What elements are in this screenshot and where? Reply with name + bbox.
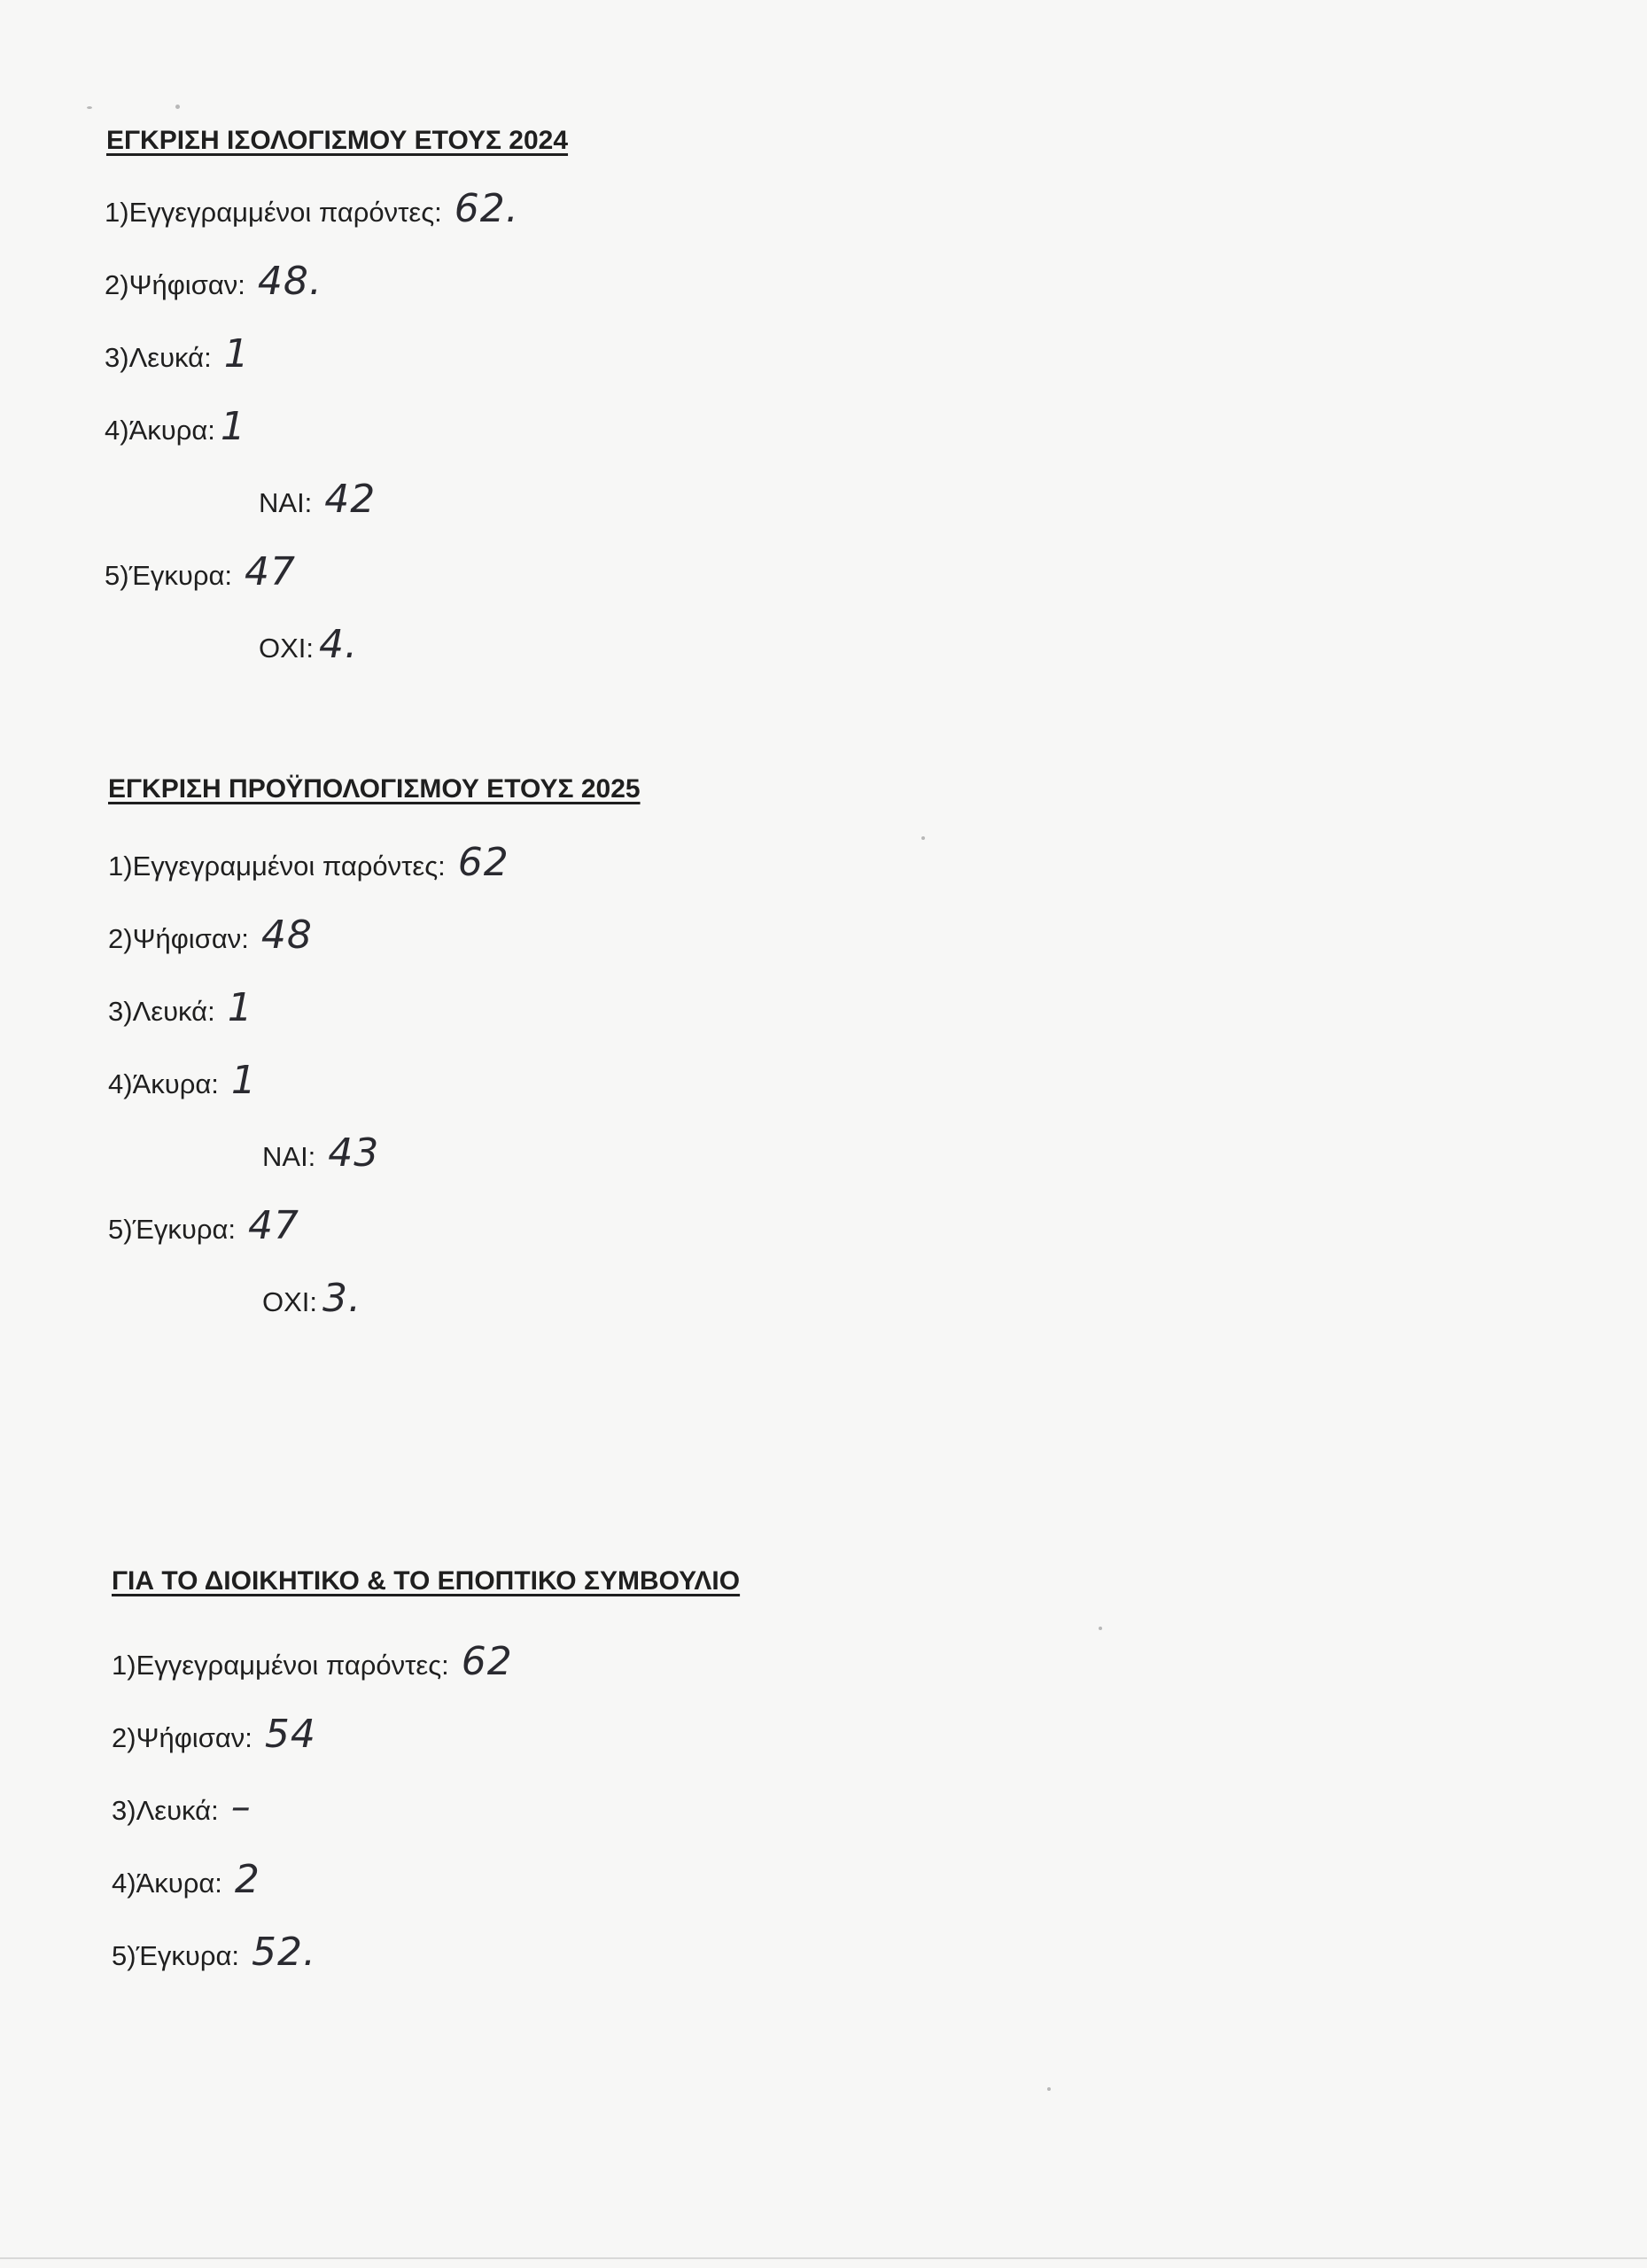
scan-speck bbox=[87, 106, 92, 109]
scan-speck bbox=[1047, 2087, 1051, 2091]
invalid-value: 1 bbox=[230, 1058, 257, 1103]
invalid-label: 4)Άκυρα: bbox=[108, 1068, 219, 1099]
no-line bbox=[259, 622, 358, 667]
blank-label: 3)Λευκά: bbox=[108, 996, 215, 1027]
valid-label: 5)Έγκυρα: bbox=[108, 1214, 236, 1245]
valid-label: 5)Έγκυρα: bbox=[105, 560, 232, 591]
valid-line bbox=[112, 1930, 316, 1975]
blank-value: 1 bbox=[223, 331, 250, 377]
voted-line bbox=[105, 259, 322, 304]
yes-label: ΝΑΙ: bbox=[259, 487, 313, 518]
blank-line bbox=[105, 331, 250, 377]
voted-line bbox=[112, 1712, 316, 1757]
scan-edge-line bbox=[0, 2257, 1647, 2259]
registered-line bbox=[105, 186, 519, 231]
valid-label: 5)Έγκυρα: bbox=[112, 1940, 239, 1971]
blank-line bbox=[108, 985, 253, 1030]
no-value: 3. bbox=[322, 1276, 361, 1321]
invalid-line bbox=[108, 1058, 257, 1103]
no-value: 4. bbox=[319, 622, 358, 667]
section-title: ΕΓΚΡΙΣΗ ΠΡΟΫΠΟΛΟΓΙΣΜΟΥ ΕΤΟΥΣ 2025 bbox=[108, 774, 641, 804]
valid-line bbox=[108, 1203, 299, 1248]
section-title: ΕΓΚΡΙΣΗ ΙΣΟΛΟΓΙΣΜΟΥ ΕΤΟΥΣ 2024 bbox=[106, 126, 569, 155]
voted-label: 2)Ψήφισαν: bbox=[112, 1722, 252, 1753]
section-title: ΓΙΑ ΤΟ ΔΙΟΙΚΗΤΙΚΟ & ΤΟ ΕΠΟΠΤΙΚΟ ΣΥΜΒΟΥΛΙΟ bbox=[112, 1566, 741, 1596]
invalid-value: 2 bbox=[234, 1857, 260, 1902]
voted-value: 48 bbox=[260, 913, 313, 958]
registered-line bbox=[112, 1639, 513, 1684]
blank-label: 3)Λευκά: bbox=[105, 342, 212, 373]
blank-value: 1 bbox=[227, 985, 253, 1030]
registered-value: 62. bbox=[454, 186, 519, 231]
voted-value: 54 bbox=[264, 1712, 316, 1757]
registered-value: 62 bbox=[461, 1639, 513, 1684]
invalid-label: 4)Άκυρα: bbox=[112, 1868, 222, 1899]
voted-line bbox=[108, 913, 313, 958]
blank-value: – bbox=[230, 1784, 252, 1829]
voted-label: 2)Ψήφισαν: bbox=[108, 923, 249, 954]
valid-value: 52. bbox=[252, 1930, 316, 1975]
no-line bbox=[262, 1276, 361, 1321]
valid-value: 47 bbox=[245, 549, 296, 594]
no-label: ΟΧΙ: bbox=[259, 633, 315, 664]
registered-label: 1)Εγγεγραμμένοι παρόντες: bbox=[105, 197, 442, 228]
blank-line bbox=[112, 1784, 252, 1829]
scan-speck bbox=[175, 105, 180, 109]
blank-label: 3)Λευκά: bbox=[112, 1795, 219, 1826]
valid-line bbox=[105, 549, 296, 594]
yes-label: ΝΑΙ: bbox=[262, 1141, 316, 1172]
registered-value: 62 bbox=[457, 840, 509, 885]
invalid-label: 4)Άκυρα: bbox=[105, 415, 215, 446]
registered-line bbox=[108, 840, 509, 885]
yes-value: 42 bbox=[324, 477, 377, 522]
yes-line bbox=[259, 477, 376, 522]
voted-value: 48. bbox=[257, 259, 322, 304]
invalid-value: 1 bbox=[220, 404, 246, 449]
no-label: ΟΧΙ: bbox=[262, 1286, 318, 1317]
scan-speck bbox=[1099, 1627, 1102, 1630]
registered-label: 1)Εγγεγραμμένοι παρόντες: bbox=[112, 1650, 449, 1681]
yes-line bbox=[262, 1130, 379, 1176]
voted-label: 2)Ψήφισαν: bbox=[105, 269, 245, 300]
scan-speck bbox=[921, 836, 925, 840]
invalid-line bbox=[105, 404, 246, 449]
registered-label: 1)Εγγεγραμμένοι παρόντες: bbox=[108, 850, 446, 882]
yes-value: 43 bbox=[328, 1130, 380, 1176]
valid-value: 47 bbox=[248, 1203, 299, 1248]
invalid-line bbox=[112, 1857, 260, 1902]
